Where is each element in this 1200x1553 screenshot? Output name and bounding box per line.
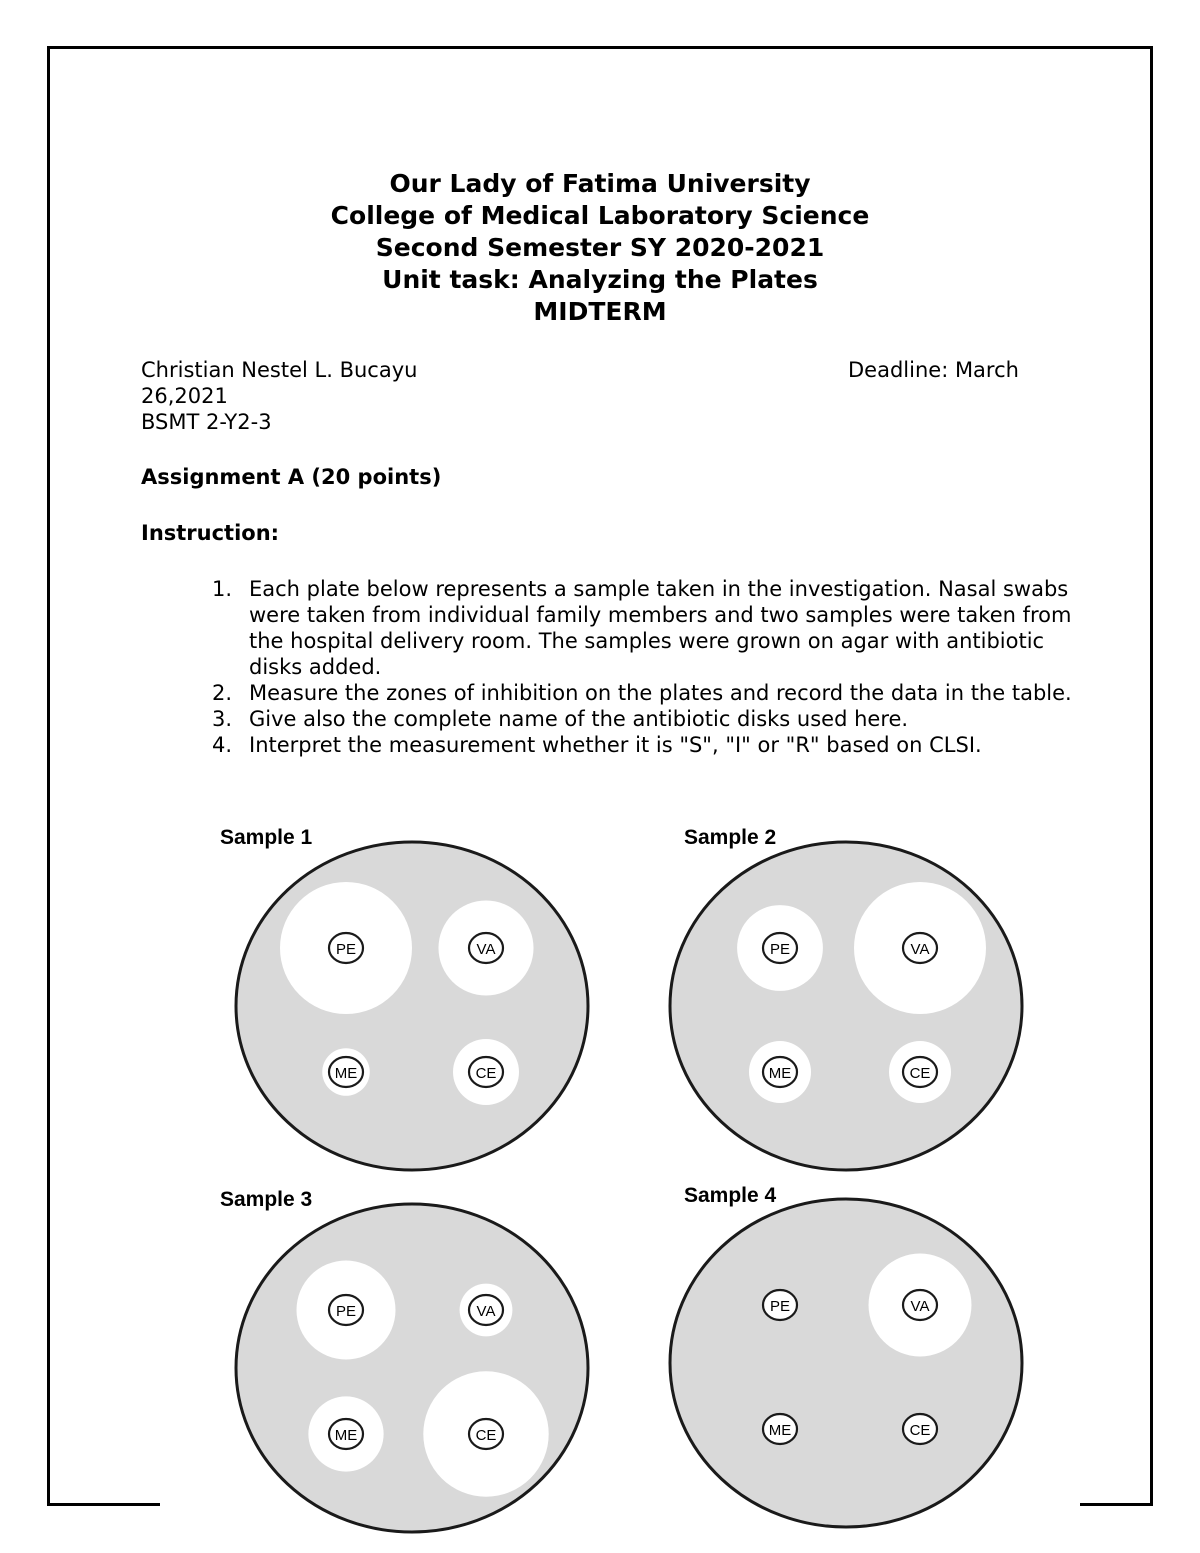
sample-4-label: Sample 4	[684, 1184, 777, 1207]
disk-label: VA	[910, 941, 930, 958]
sample-2-label: Sample 2	[684, 826, 777, 849]
university-name: Our Lady of Fatima University	[389, 169, 811, 198]
disk-label: CE	[909, 1065, 931, 1082]
disk-label: PE	[335, 941, 357, 958]
term-label: MIDTERM	[533, 297, 667, 326]
instruction-number: 1.	[212, 577, 233, 601]
instruction-text: Each plate below represents a sample taken in the investigation. Nasal swabs were taken from individual family members and two samples were taken from the hospital delivery room. The samples were grown on agar with antibiotic disks added.	[249, 577, 1072, 679]
disk-label: ME	[334, 1427, 358, 1444]
disk-label: CE	[475, 1065, 497, 1082]
assignment-title: Assignment A (20 points)	[141, 465, 442, 489]
student-section: BSMT 2-Y2-3	[141, 410, 272, 434]
unit-task-title: Unit task: Analyzing the Plates	[382, 265, 818, 294]
plate-outline	[670, 1199, 1022, 1527]
plate-outline	[236, 1204, 588, 1532]
instruction-number: 3.	[212, 707, 233, 731]
disk-label: VA	[910, 1298, 930, 1315]
plate-2	[670, 842, 1022, 1170]
student-name: Christian Nestel L. Bucayu	[141, 358, 418, 382]
deadline-label: Deadline: March	[848, 358, 1019, 382]
disk-label: CE	[475, 1427, 497, 1444]
plate-1	[236, 842, 588, 1170]
instruction-text: Interpret the measurement whether it is "S", "I" or "R" based on CLSI.	[249, 733, 982, 757]
disk-label: CE	[909, 1422, 931, 1439]
college-name: College of Medical Laboratory Science	[330, 201, 870, 230]
deadline-date: 26,2021	[141, 384, 228, 408]
instruction-number: 2.	[212, 681, 233, 705]
sample-1-label: Sample 1	[220, 826, 313, 849]
semester: Second Semester SY 2020-2021	[375, 233, 825, 262]
disk-label: ME	[768, 1065, 792, 1082]
instruction-number: 4.	[212, 733, 233, 757]
plate-3	[236, 1204, 588, 1532]
plate-4	[670, 1199, 1022, 1527]
disk-label: PE	[769, 1298, 791, 1315]
sample-3-label: Sample 3	[220, 1188, 313, 1211]
disk-label: VA	[476, 941, 496, 958]
instruction-label: Instruction:	[141, 521, 280, 545]
disk-label: PE	[769, 941, 791, 958]
instruction-text: Give also the complete name of the antibiotic disks used here.	[249, 707, 909, 731]
disk-label: VA	[476, 1303, 496, 1320]
plate-outline	[670, 842, 1022, 1170]
instruction-text: Measure the zones of inhibition on the plates and record the data in the table.	[249, 681, 1072, 705]
disk-label: ME	[334, 1065, 358, 1082]
plate-outline	[236, 842, 588, 1170]
disk-label: ME	[768, 1422, 792, 1439]
disk-label: PE	[335, 1303, 357, 1320]
